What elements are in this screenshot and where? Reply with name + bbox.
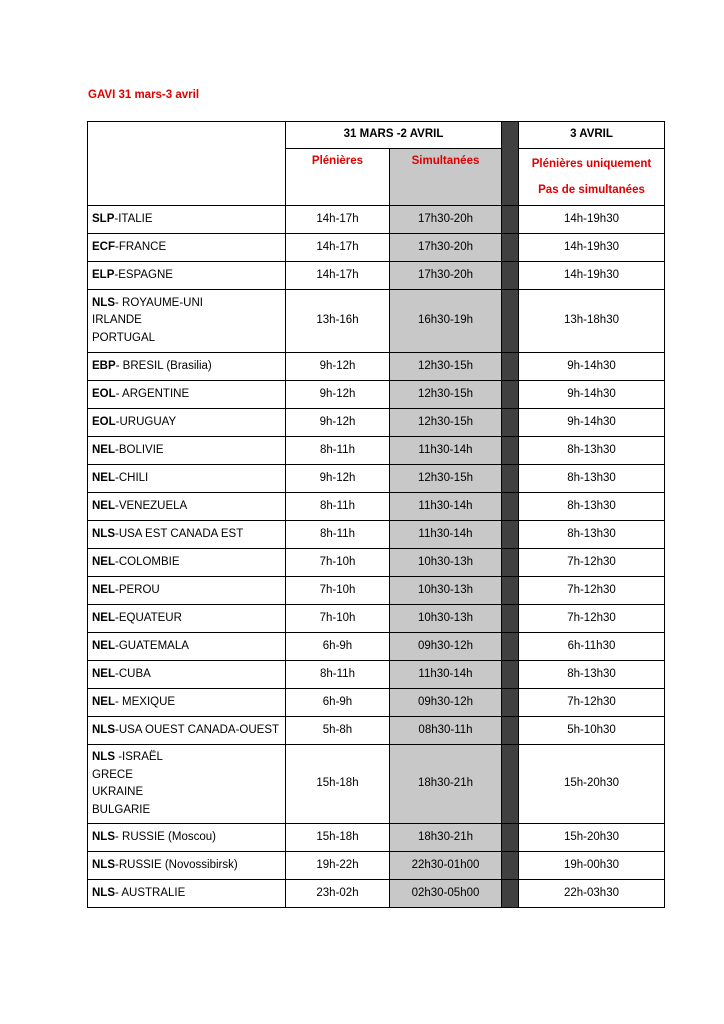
table-row <box>88 717 665 745</box>
plenieres-uniquement-time: 8h-13h30 <box>519 661 665 689</box>
country-cell <box>88 661 286 689</box>
country-line <box>92 582 281 600</box>
table-row <box>88 661 665 689</box>
separator-cell <box>502 852 519 880</box>
region-code: NLS <box>92 296 115 309</box>
simultanees-time: 11h30-14h <box>390 521 502 549</box>
simultanees-time: 10h30-13h <box>390 605 502 633</box>
plenieres-time: 7h-10h <box>286 605 390 633</box>
simultanees-time: 10h30-13h <box>390 577 502 605</box>
region-code: NLS <box>92 527 115 540</box>
table-row <box>88 493 665 521</box>
plenieres-uniquement-time: 7h-12h30 <box>519 549 665 577</box>
country-line <box>92 295 281 313</box>
country-line <box>92 526 281 544</box>
country-name: - BRESIL (Brasilia) <box>115 359 212 372</box>
country-cell <box>88 437 286 465</box>
region-code: EOL <box>92 387 116 400</box>
plenieres-uniquement-time: 19h-00h30 <box>519 852 665 880</box>
simultanees-time: 11h30-14h <box>390 437 502 465</box>
table-row <box>88 353 665 381</box>
country-line <box>92 767 281 785</box>
country-cell <box>88 577 286 605</box>
country-cell <box>88 717 286 745</box>
plenieres-uniquement-time: 8h-13h30 <box>519 521 665 549</box>
plenieres-uniquement-time: 7h-12h30 <box>519 605 665 633</box>
country-cell <box>88 521 286 549</box>
separator-cell <box>502 521 519 549</box>
plenieres-time: 9h-12h <box>286 353 390 381</box>
country-name: -EQUATEUR <box>115 611 182 624</box>
separator-cell <box>502 262 519 290</box>
plenieres-uniquement-time: 8h-13h30 <box>519 465 665 493</box>
country-name: - ARGENTINE <box>115 387 190 400</box>
country-name: -URUGUAY <box>115 415 177 428</box>
plenieres-uniquement-time: 8h-13h30 <box>519 437 665 465</box>
document-title: GAVI 31 mars-3 avril <box>88 89 200 101</box>
table-row <box>88 206 665 234</box>
country-name: - ROYAUME-UNI <box>115 296 203 309</box>
header-plenieres-uniquement-cell <box>519 149 665 206</box>
table-row <box>88 633 665 661</box>
plenieres-time: 8h-11h <box>286 661 390 689</box>
simultanees-time: 11h30-14h <box>390 493 502 521</box>
simultanees-time: 18h30-21h <box>390 745 502 824</box>
header-simultanees: Simultanées <box>390 149 502 206</box>
table-row <box>88 465 665 493</box>
region-code: EBP <box>92 359 116 372</box>
country-line <box>92 610 281 628</box>
table-row <box>88 852 665 880</box>
plenieres-uniquement-time: 13h-18h30 <box>519 290 665 353</box>
header-row-periods <box>88 122 665 149</box>
simultanees-time: 09h30-12h <box>390 689 502 717</box>
country-name: -ISRAËL <box>115 751 163 763</box>
separator-cell <box>502 290 519 353</box>
separator-cell <box>502 605 519 633</box>
region-code: NEL <box>92 443 115 456</box>
plenieres-uniquement-time: 7h-12h30 <box>519 689 665 717</box>
region-code: NEL <box>92 639 115 652</box>
plenieres-time: 15h-18h <box>286 745 390 824</box>
plenieres-uniquement-time: 6h-11h30 <box>519 633 665 661</box>
country-cell <box>88 689 286 717</box>
country-name: -FRANCE <box>115 240 167 253</box>
country-name: -COLOMBIE <box>115 555 180 568</box>
table-row <box>88 381 665 409</box>
table-row <box>88 521 665 549</box>
country-name: -ITALIE <box>114 212 153 225</box>
country-cell <box>88 605 286 633</box>
separator-cell <box>502 353 519 381</box>
separator-cell <box>502 745 519 824</box>
region-code: NEL <box>92 499 115 512</box>
country-line <box>92 498 281 516</box>
region-code: ECF <box>92 240 115 253</box>
country-cell <box>88 852 286 880</box>
plenieres-time: 6h-9h <box>286 633 390 661</box>
plenieres-time: 7h-10h <box>286 549 390 577</box>
plenieres-uniquement-time: 14h-19h30 <box>519 262 665 290</box>
table-row <box>88 262 665 290</box>
region-code: NLS <box>92 723 115 736</box>
schedule-table <box>87 121 665 908</box>
separator-cell <box>502 661 519 689</box>
table-row <box>88 549 665 577</box>
simultanees-time: 08h30-11h <box>390 717 502 745</box>
country-line <box>92 442 281 460</box>
plenieres-time: 13h-16h <box>286 290 390 353</box>
header-pas-de-simultanees: Pas de simultanées <box>538 184 645 196</box>
country-line <box>92 386 281 404</box>
table-row <box>88 689 665 717</box>
country-cell <box>88 353 286 381</box>
country-name: - RUSSIE (Moscou) <box>115 830 216 843</box>
country-line <box>92 211 281 229</box>
country-name: UKRAINE <box>92 786 144 798</box>
country-line <box>92 666 281 684</box>
country-line <box>92 694 281 712</box>
plenieres-time: 8h-11h <box>286 493 390 521</box>
plenieres-uniquement-time: 9h-14h30 <box>519 409 665 437</box>
separator-cell <box>502 437 519 465</box>
region-code: NEL <box>92 471 115 484</box>
country-cell <box>88 824 286 852</box>
plenieres-time: 23h-02h <box>286 880 390 908</box>
region-code: NEL <box>92 611 115 624</box>
plenieres-time: 5h-8h <box>286 717 390 745</box>
region-code: EOL <box>92 415 116 428</box>
country-name: -GUATEMALA <box>115 639 189 652</box>
region-code: NEL <box>92 583 115 596</box>
country-line <box>92 784 281 802</box>
country-name: - AUSTRALIE <box>115 886 186 899</box>
plenieres-uniquement-time: 15h-20h30 <box>519 824 665 852</box>
country-name: PORTUGAL <box>92 331 156 344</box>
separator-cell <box>502 381 519 409</box>
separator-column <box>502 122 519 206</box>
country-cell <box>88 745 286 824</box>
plenieres-time: 14h-17h <box>286 262 390 290</box>
plenieres-uniquement-time: 9h-14h30 <box>519 353 665 381</box>
simultanees-time: 12h30-15h <box>390 465 502 493</box>
region-code: NEL <box>92 695 115 708</box>
simultanees-time: 22h30-01h00 <box>390 852 502 880</box>
simultanees-time: 16h30-19h <box>390 290 502 353</box>
header-empty-cell <box>88 122 286 206</box>
table-row <box>88 605 665 633</box>
simultanees-time: 09h30-12h <box>390 633 502 661</box>
plenieres-time: 14h-17h <box>286 234 390 262</box>
table-row <box>88 290 665 353</box>
simultanees-time: 17h30-20h <box>390 206 502 234</box>
plenieres-time: 6h-9h <box>286 689 390 717</box>
table-row <box>88 880 665 908</box>
region-code: ELP <box>92 268 115 281</box>
country-cell <box>88 465 286 493</box>
region-code: NLS <box>92 858 115 871</box>
separator-cell <box>502 409 519 437</box>
plenieres-time: 14h-17h <box>286 206 390 234</box>
country-line <box>92 330 281 348</box>
plenieres-time: 9h-12h <box>286 409 390 437</box>
plenieres-time: 9h-12h <box>286 381 390 409</box>
country-cell <box>88 493 286 521</box>
country-name: -ESPAGNE <box>114 268 173 281</box>
country-name: IRLANDE <box>92 314 142 327</box>
country-line <box>92 470 281 488</box>
country-cell <box>88 290 286 353</box>
region-code: NLS <box>92 886 115 899</box>
country-line <box>92 722 281 740</box>
country-name: GRECE <box>92 768 133 781</box>
plenieres-time: 8h-11h <box>286 521 390 549</box>
header-period-2: 3 AVRIL <box>519 122 665 149</box>
country-line <box>92 554 281 572</box>
plenieres-time: 15h-18h <box>286 824 390 852</box>
country-name: -VENEZUELA <box>115 499 188 512</box>
header-period-1: 31 MARS -2 AVRIL <box>286 122 502 149</box>
simultanees-time: 18h30-21h <box>390 824 502 852</box>
region-code: NLS <box>92 830 115 843</box>
separator-cell <box>502 493 519 521</box>
country-name: -RUSSIE (Novossibirsk) <box>115 858 238 871</box>
header-plenieres: Plénières <box>286 149 390 206</box>
region-code: NEL <box>92 667 115 680</box>
plenieres-uniquement-time: 8h-13h30 <box>519 493 665 521</box>
plenieres-time: 19h-22h <box>286 852 390 880</box>
simultanees-time: 12h30-15h <box>390 409 502 437</box>
separator-cell <box>502 689 519 717</box>
country-line <box>92 239 281 257</box>
country-line <box>92 267 281 285</box>
table-row <box>88 234 665 262</box>
country-name: -BOLIVIE <box>115 443 164 456</box>
country-name: BULGARIE <box>92 803 151 816</box>
table-row <box>88 409 665 437</box>
separator-cell <box>502 633 519 661</box>
country-cell <box>88 409 286 437</box>
country-line <box>92 414 281 432</box>
plenieres-uniquement-time: 22h-03h30 <box>519 880 665 908</box>
plenieres-uniquement-time: 14h-19h30 <box>519 234 665 262</box>
header-plenieres-uniquement: Plénières uniquement <box>531 158 652 170</box>
simultanees-time: 17h30-20h <box>390 234 502 262</box>
table-row <box>88 824 665 852</box>
simultanees-time: 11h30-14h <box>390 661 502 689</box>
separator-cell <box>502 234 519 262</box>
country-cell <box>88 262 286 290</box>
country-line <box>92 885 281 903</box>
table-row <box>88 577 665 605</box>
plenieres-uniquement-time: 5h-10h30 <box>519 717 665 745</box>
table-row <box>88 437 665 465</box>
separator-cell <box>502 880 519 908</box>
country-line <box>92 358 281 376</box>
separator-cell <box>502 824 519 852</box>
country-line <box>92 857 281 875</box>
separator-cell <box>502 717 519 745</box>
simultanees-time: 10h30-13h <box>390 549 502 577</box>
region-code: NEL <box>92 555 115 568</box>
plenieres-uniquement-time: 9h-14h30 <box>519 381 665 409</box>
separator-cell <box>502 206 519 234</box>
plenieres-uniquement-time: 14h-19h30 <box>519 206 665 234</box>
country-name: - MEXIQUE <box>115 695 176 708</box>
country-cell <box>88 633 286 661</box>
separator-cell <box>502 577 519 605</box>
country-cell <box>88 549 286 577</box>
country-name: -CUBA <box>115 667 151 680</box>
country-name: -USA EST CANADA EST <box>115 527 244 540</box>
plenieres-time: 8h-11h <box>286 437 390 465</box>
country-line <box>92 749 281 767</box>
country-cell <box>88 206 286 234</box>
separator-cell <box>502 465 519 493</box>
region-code: SLP <box>92 212 115 225</box>
country-name: -CHILI <box>115 471 149 484</box>
country-cell <box>88 234 286 262</box>
country-line <box>92 829 281 847</box>
country-line <box>92 312 281 330</box>
plenieres-time: 7h-10h <box>286 577 390 605</box>
country-name: -PEROU <box>115 583 160 596</box>
simultanees-time: 02h30-05h00 <box>390 880 502 908</box>
country-line <box>92 802 281 820</box>
country-cell <box>88 880 286 908</box>
plenieres-uniquement-time: 15h-20h30 <box>519 745 665 824</box>
simultanees-time: 12h30-15h <box>390 353 502 381</box>
country-cell <box>88 381 286 409</box>
country-name: -USA OUEST CANADA-OUEST <box>115 723 280 736</box>
simultanees-time: 12h30-15h <box>390 381 502 409</box>
plenieres-time: 9h-12h <box>286 465 390 493</box>
table-row <box>88 745 665 824</box>
simultanees-time: 17h30-20h <box>390 262 502 290</box>
country-line <box>92 638 281 656</box>
plenieres-uniquement-time: 7h-12h30 <box>519 577 665 605</box>
separator-cell <box>502 549 519 577</box>
region-code: NLS <box>92 751 115 763</box>
